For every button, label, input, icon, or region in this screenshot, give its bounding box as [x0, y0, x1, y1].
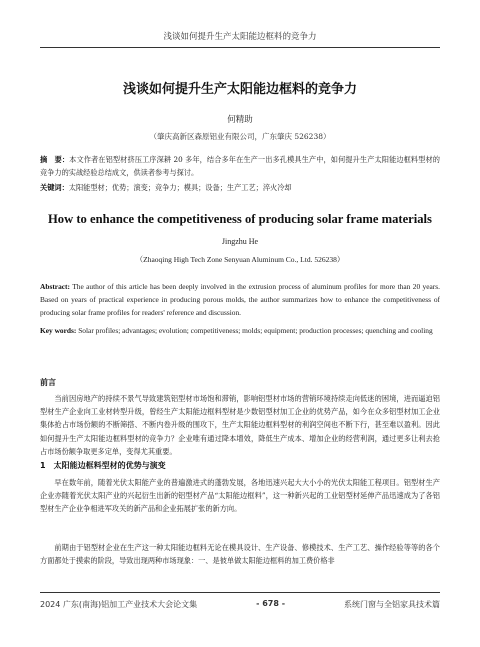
article-title-en: How to enhance the competitiveness of producing solar frame materials [48, 212, 432, 226]
running-header [40, 30, 440, 48]
abstract-cn [40, 154, 440, 179]
affiliation-cn: （肇庆高新区森原铝业有限公司，广东肇庆 526238） [149, 132, 331, 141]
keywords-en-label: Key words: [40, 326, 77, 335]
article-title-cn: 浅谈如何提升生产太阳能边框料的竞争力 [122, 82, 357, 97]
keywords-cn [40, 182, 440, 195]
abstract-cn-label: 摘 要： [40, 155, 70, 164]
footer-proceedings: 2024 广东(南海)铝加工产业技术大会论文集 [40, 600, 198, 609]
keywords-cn-label: 关键词： [40, 183, 69, 192]
author-en: Jingzhu He [221, 237, 259, 246]
footer-section: 系统门窗与全铝家具技术篇 [343, 600, 440, 609]
preface-paragraph: 当前因房地产的持续不景气导致建筑铝型材市场饱和滞销，影响铝型材市场的营销环境持续走向低迷的困境，进而逼迫铝型材生产企业向工业材转型升级，曾经生产太阳能边框料型材是少数铝型材加工企业的优势产品，如今在众多铝型材加工企业集体抢占市场份额的不断筛搭、不断内卷升级的围攻下，生产太阳能边框料型材的利润空间也不断下行，甚至难以盈利。因此如何提升生产太阳能边框料型材的竞争力？企业唯有通过降本增效，降低生产成本、增加企业的经营利润，通过更多让利去抢占市场份额争取更多定单，变得尤其重要。 [40, 394, 440, 456]
page-footer [40, 592, 440, 610]
keywords-en [40, 324, 440, 337]
abstract-cn-text: 本文作者在铝型材挤压工序深耕 20 多年，结合多年在生产一出多孔模具生产中，如何提升生产太阳能边框料型材的竞争力的实战经验总结成文，供读者参考与探讨。 [40, 155, 440, 177]
abstract-en-label: Abstract: [40, 282, 70, 291]
section1-paragraph-1: 早在数年前，随着光伏太阳能产业的普遍激进式的蓬勃发展，各地迅速兴起大大小小的光伏太阳能工程项目。铝型材生产企业亦随着光伏太阳产业的兴起衍生出新的铝型材产品“太阳能边框料”，这一种新兴起的工业铝型材延伸产品迅速成为了各铝型材生产企业争相进军攻关的新产品和企业拓展扩张的新方向。 [40, 478, 440, 514]
author-cn: 何精助 [227, 115, 253, 125]
running-title: 浅谈如何提升生产太阳能边框料的竞争力 [163, 32, 317, 42]
abstract-en [40, 280, 440, 319]
affiliation-en: （Zhaoqing High Tech Zone Senyuan Aluminum Co., Ltd. 526238） [135, 255, 345, 264]
preface-heading: 前言 [40, 378, 56, 387]
keywords-en-text: Solar profiles; advantages; evolution; competitiveness; molds; equipment; production processes; quenching and cooling [76, 326, 433, 335]
page-number: - 678 - [256, 599, 286, 608]
section1-paragraph-2: 前期由于铝型材企业在生产这一种太阳能边框料无论在模具设计、生产设备、修模技术、生产工艺、操作经验等等的各个方面都处于摸索的阶段，导致出现两种市场现象：一、是彼单做太阳能边框料的加工费价格非 [40, 543, 440, 566]
abstract-en-text: The author of this article has been deeply involved in the extrusion process of aluminum profiles for more than 20 years. Based on years of practical experience in producing porous molds, the author summarizes how to enhance the competitiveness of producing solar frame profiles for readers' reference and discussion. [40, 282, 440, 317]
keywords-cn-text: 太阳能型材；优势；演变；竞争力；模具；设备；生产工艺；淬火冷却 [68, 183, 292, 192]
section1-heading: 1 太阳能边框料型材的优势与演变 [40, 461, 166, 470]
